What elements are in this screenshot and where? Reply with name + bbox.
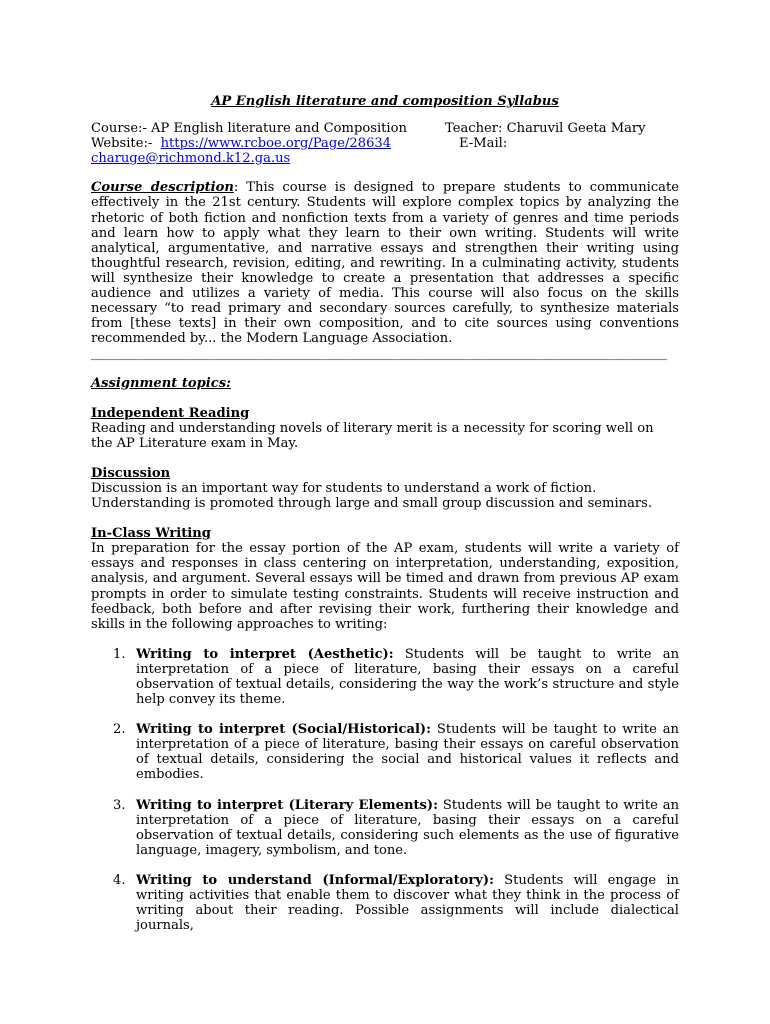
- header-row-course: [91, 121, 679, 136]
- divider-line: ________________________________________________________________________________________: [91, 346, 668, 362]
- section-in-class-writing: [91, 526, 679, 632]
- section-body: Discussion is an important way for students to understand a work of fiction. Understanding is promoted through large and small group discussion and seminars.: [91, 480, 653, 512]
- list-item-text: Students will be taught to write an interpretation of a piece of literature, basing their essays on a careful observation of textual details, considering the way the work’s structure and style help convey its theme.: [136, 646, 680, 708]
- list-item-text: Students will be taught to write an interpretation of a piece of literature, basing their essays on a careful observation of textual details, considering such elements as the use of figurative language, imagery, symbolism, and tone.: [136, 797, 679, 858]
- email-line: [91, 151, 679, 166]
- list-number: 3.: [113, 797, 126, 813]
- page-title: AP English literature and composition Syllabus: [211, 94, 559, 109]
- list-item: [91, 722, 679, 782]
- section-discussion: [91, 466, 679, 511]
- list-item: [91, 647, 679, 707]
- assignment-heading: Assignment topics:: [91, 375, 231, 391]
- section-heading: In-Class Writing: [91, 526, 211, 542]
- list-item-lead: Writing to interpret (Literary Elements):: [136, 797, 438, 813]
- section-body: In preparation for the essay portion of the AP exam, students will write a variety of essays and responses in class centering on interpretation, understanding, exposition, analysis, and argument. Several essays will be timed and drawn from previous AP exam prompts in order to simulate testing constraints. Students will receive instruction and feedback, both before and after revising their work, furthering their knowledge and skills in the following approaches to writing:: [91, 541, 679, 632]
- description-label: Course description: [91, 180, 234, 196]
- list-item-text: Students will engage in writing activities that enable them to discover what they think in the process of writing about their reading. Possible assignments will include dialectical journals,: [136, 872, 679, 934]
- list-item: [91, 798, 679, 858]
- email-link[interactable]: charuge@richmond.k12.ga.us: [91, 151, 291, 167]
- description-text: : This course is designed to prepare students to communicate effectively in the 21st century. Students will explore complex topics by analyzing the rhetoric of both fiction and nonfiction texts from a variety of genres and time periods and learn how to apply what they learn to their own writing. Students will write analytical, argumentative, and narrative essays and strengthen their writing using thoughtful research, revision, editing, and rewriting. In a culminating activity, students will synthesize their knowledge to create a presentation that addresses a specific audience and utilizes a variety of media. This course will also focus on the skills necessary “to read primary and secondary sources carefully, to synthesize materials from [these texts] in their own composition, and to cite sources using conventions recommended by... the Modern Language Association.: [91, 180, 679, 347]
- website-link[interactable]: https://www.rcboe.org/Page/28634: [160, 136, 392, 152]
- section-heading: Discussion: [91, 465, 171, 481]
- list-number: 2.: [113, 722, 126, 738]
- writing-approaches-list: [91, 647, 679, 934]
- list-item-text: Students will be taught to write an interpretation of a piece of literature, basing their essays on careful observation of textual details, considering the social and historical values it reflects and embodies.: [136, 722, 679, 783]
- section-heading: Independent Reading: [91, 405, 250, 421]
- email-label: E-Mail:: [459, 136, 508, 152]
- website-label: Website:-: [91, 136, 153, 152]
- teacher-line: Teacher: Charuvil Geeta Mary: [445, 121, 646, 137]
- section-body: Reading and understanding novels of literary merit is a necessity for scoring well on the AP Literature exam in May.: [91, 420, 654, 451]
- list-number: 1.: [113, 646, 126, 662]
- course-line: Course:- AP English literature and Composition: [91, 121, 407, 137]
- header-row-website: [91, 136, 679, 151]
- course-description: [91, 180, 679, 346]
- list-item-lead: Writing to understand (Informal/Exploratory):: [136, 872, 494, 888]
- list-item-lead: Writing to interpret (Social/Historical):: [136, 722, 431, 738]
- list-number: 4.: [113, 872, 126, 888]
- section-independent-reading: [91, 406, 679, 451]
- list-item: [91, 873, 679, 933]
- list-item-lead: Writing to interpret (Aesthetic):: [136, 646, 394, 662]
- website-line: [91, 136, 445, 151]
